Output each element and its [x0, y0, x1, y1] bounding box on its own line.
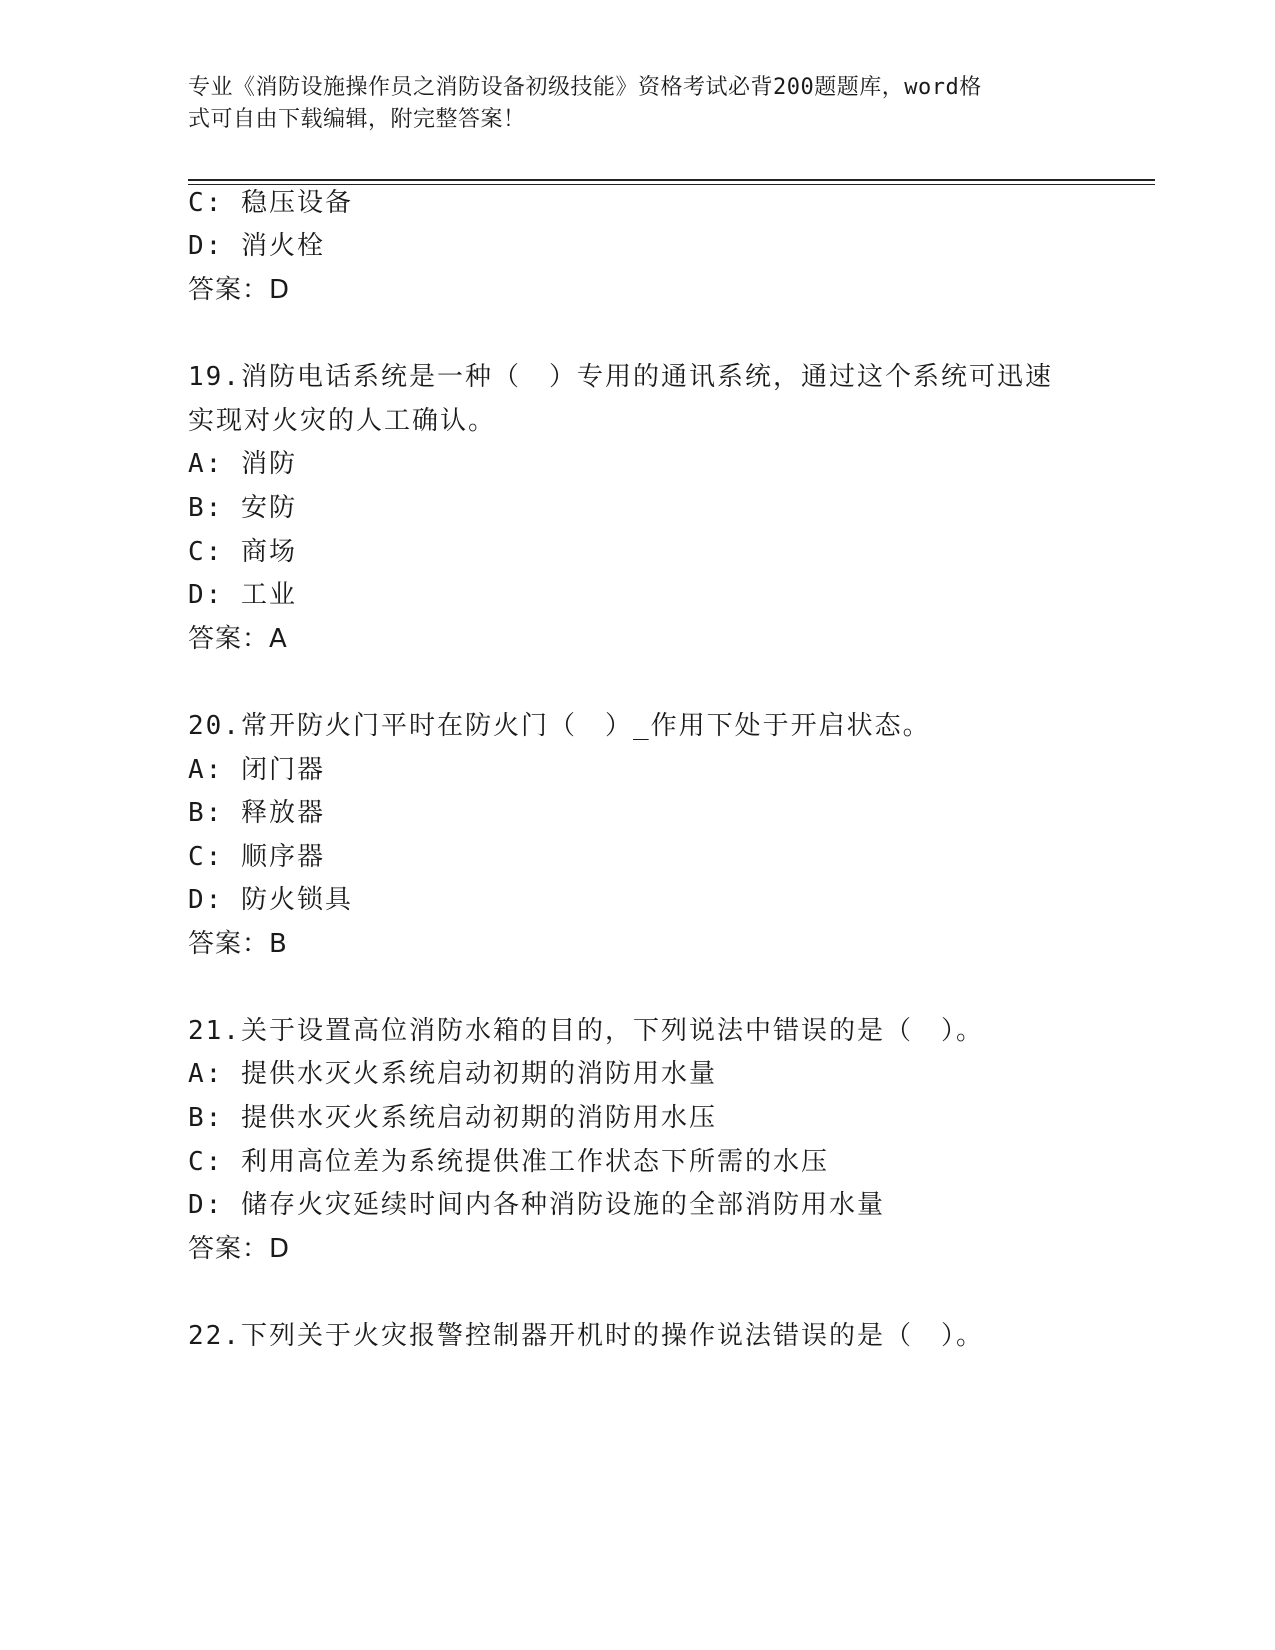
- q20-option-b: B: 释放器: [188, 798, 325, 828]
- q20-option-a: A: 闭门器: [188, 755, 325, 785]
- q18-option-d: D: 消火栓: [188, 231, 325, 261]
- q22-stem: 22.下列关于火灾报警控制器开机时的操作说法错误的是（ ）。: [188, 1321, 984, 1351]
- q21-option-b: B: 提供水灭火系统启动初期的消防用水压: [188, 1103, 717, 1133]
- q20-stem: 20.常开防火门平时在防火门（ ）_作用下处于开启状态。: [188, 711, 931, 741]
- q19-option-c: C: 商场: [188, 537, 297, 567]
- q19-stem-line-1: 19.消防电话系统是一种（ ）专用的通讯系统，通过这个系统可迅速: [188, 362, 1053, 392]
- q21-answer: 答案：D: [188, 1234, 291, 1264]
- q18-option-c: C: 稳压设备: [188, 188, 353, 218]
- q18-answer: 答案：D: [188, 275, 291, 305]
- q19-stem-line-2: 实现对火灾的人工确认。: [188, 406, 497, 436]
- q21-option-c: C: 利用高位差为系统提供准工作状态下所需的水压: [188, 1147, 829, 1177]
- q20-answer: 答案：B: [188, 929, 288, 959]
- header-divider-thick: [188, 179, 1155, 181]
- document-header: [188, 72, 1068, 136]
- q21-option-d: D: 储存火灾延续时间内各种消防设施的全部消防用水量: [188, 1190, 885, 1220]
- q20-option-c: C: 顺序器: [188, 842, 325, 872]
- q21-stem: 21.关于设置高位消防水箱的目的，下列说法中错误的是（ ）。: [188, 1016, 984, 1046]
- q20-option-d: D: 防火锁具: [188, 885, 353, 915]
- q21-option-a: A: 提供水灭火系统启动初期的消防用水量: [188, 1059, 717, 1089]
- q19-option-d: D: 工业: [188, 580, 297, 610]
- q19-option-a: A: 消防: [188, 449, 297, 479]
- header-line-2: 式可自由下载编辑，附完整答案！: [188, 107, 526, 132]
- q19-option-b: B: 安防: [188, 493, 297, 523]
- header-divider-thin: [188, 184, 1155, 185]
- header-line-1: 专业《消防设施操作员之消防设备初级技能》资格考试必背200题题库，word格: [188, 75, 982, 100]
- q19-answer: 答案：A: [188, 624, 288, 654]
